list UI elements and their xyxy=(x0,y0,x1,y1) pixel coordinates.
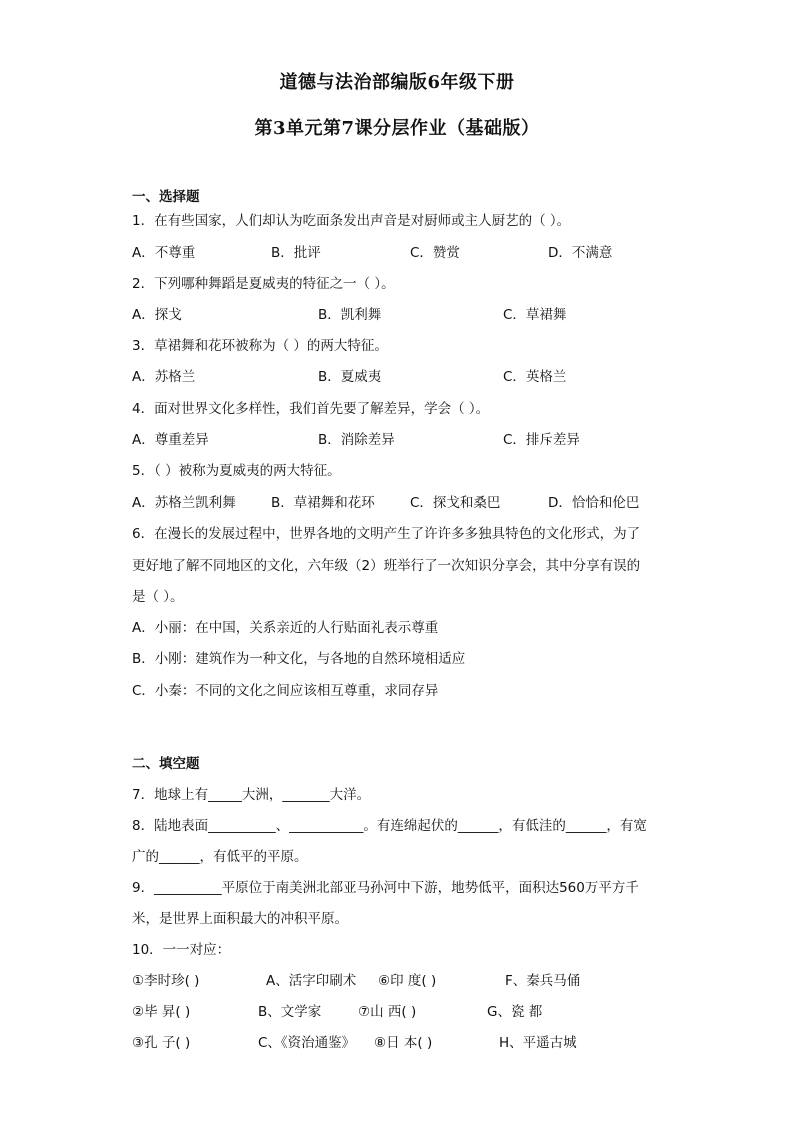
question-3: 3．草裙舞和花环被称为（ ）的两大特征。 xyxy=(132,338,388,354)
question-5: 5．（ ）被称为夏威夷的两大特征。 xyxy=(132,463,341,479)
q2-option-b: B．凯利舞 xyxy=(318,307,382,323)
match-row-2-right: ⑦山 西( ) xyxy=(358,1004,417,1020)
match-row-3-end: H、平遥古城 xyxy=(499,1035,577,1051)
q1-option-b: B．批评 xyxy=(271,245,321,261)
question-6-line-1: 6．在漫长的发展过程中，世界各地的文明产生了许许多多独具特色的文化形式，为了 xyxy=(132,526,641,542)
section-heading-fill: 二、填空题 xyxy=(132,756,200,772)
section-heading-choice: 一、选择题 xyxy=(132,189,200,205)
q3-option-c: C．英格兰 xyxy=(503,369,567,385)
q6-option-b: B．小刚：建筑作为一种文化，与各地的自然环境相适应 xyxy=(132,651,466,667)
question-9-line-1: 9．__________平原位于南美洲北部亚马孙河中下游，地势低平，面积达560万平方千 xyxy=(132,880,639,896)
match-row-3-left: ③孔 子( ) xyxy=(132,1035,191,1051)
q5-option-a: A．苏格兰凯利舞 xyxy=(132,495,236,511)
q5-option-b: B．草裙舞和花环 xyxy=(271,495,375,511)
document-subtitle: 第3单元第7课分层作业（基础版） xyxy=(254,118,540,139)
match-row-3-right: ⑧日 本( ) xyxy=(374,1035,433,1051)
q6-option-c: C．小秦：不同的文化之间应该相互尊重，求同存异 xyxy=(132,683,439,699)
q1-option-c: C．赞赏 xyxy=(410,245,460,261)
q1-option-d: D．不满意 xyxy=(548,245,613,261)
match-row-1-end: F、秦兵马俑 xyxy=(505,973,581,989)
match-row-3-mid: C、《资治通鉴》 xyxy=(258,1035,356,1051)
question-10-intro: 10．一一对应： xyxy=(132,942,231,958)
q3-option-b: B．夏威夷 xyxy=(318,369,382,385)
question-6-line-3: 是（ ）。 xyxy=(132,589,184,605)
q1-option-a: A．不尊重 xyxy=(132,245,196,261)
q6-option-a: A．小丽：在中国，关系亲近的人行贴面礼表示尊重 xyxy=(132,620,439,636)
q2-option-c: C．草裙舞 xyxy=(503,307,567,323)
q4-option-a: A．尊重差异 xyxy=(132,432,209,448)
q5-option-d: D．恰恰和伦巴 xyxy=(548,495,640,511)
q5-option-c: C．探戈和桑巴 xyxy=(410,495,501,511)
match-row-1-right: ⑥印 度( ) xyxy=(378,973,437,989)
match-row-2-mid: B、文学家 xyxy=(258,1004,322,1020)
question-9-line-2: 米，是世界上面积最大的冲积平原。 xyxy=(132,911,348,927)
question-7: 7．地球上有_____大洲，_______大洋。 xyxy=(132,787,371,803)
question-6-line-2: 更好地了解不同地区的文化，六年级（2）班举行了一次知识分享会，其中分享有误的 xyxy=(132,558,641,574)
question-8-line-1: 8．陆地表面__________、___________。有连绵起伏的______，有低洼的______，有宽 xyxy=(132,818,647,834)
question-8-line-2: 广的______，有低平的平原。 xyxy=(132,849,308,865)
question-1: 1．在有些国家，人们却认为吃面条发出声音是对厨师或主人厨艺的（ ）。 xyxy=(132,213,571,229)
q3-option-a: A．苏格兰 xyxy=(132,369,196,385)
q4-option-b: B．消除差异 xyxy=(318,432,395,448)
question-4: 4．面对世界文化多样性，我们首先要了解差异，学会（ ）。 xyxy=(132,401,490,417)
match-row-1-left: ①李时珍( ) xyxy=(132,973,200,989)
document-title: 道德与法治部编版6年级下册 xyxy=(279,72,515,93)
match-row-2-left: ②毕 昇( ) xyxy=(132,1004,191,1020)
q2-option-a: A．探戈 xyxy=(132,307,182,323)
match-row-2-end: G、瓷 都 xyxy=(487,1004,543,1020)
match-row-1-mid: A、活字印刷术 xyxy=(266,973,357,989)
question-2: 2．下列哪种舞蹈是夏威夷的特征之一（ ）。 xyxy=(132,276,395,292)
q4-option-c: C．排斥差异 xyxy=(503,432,580,448)
